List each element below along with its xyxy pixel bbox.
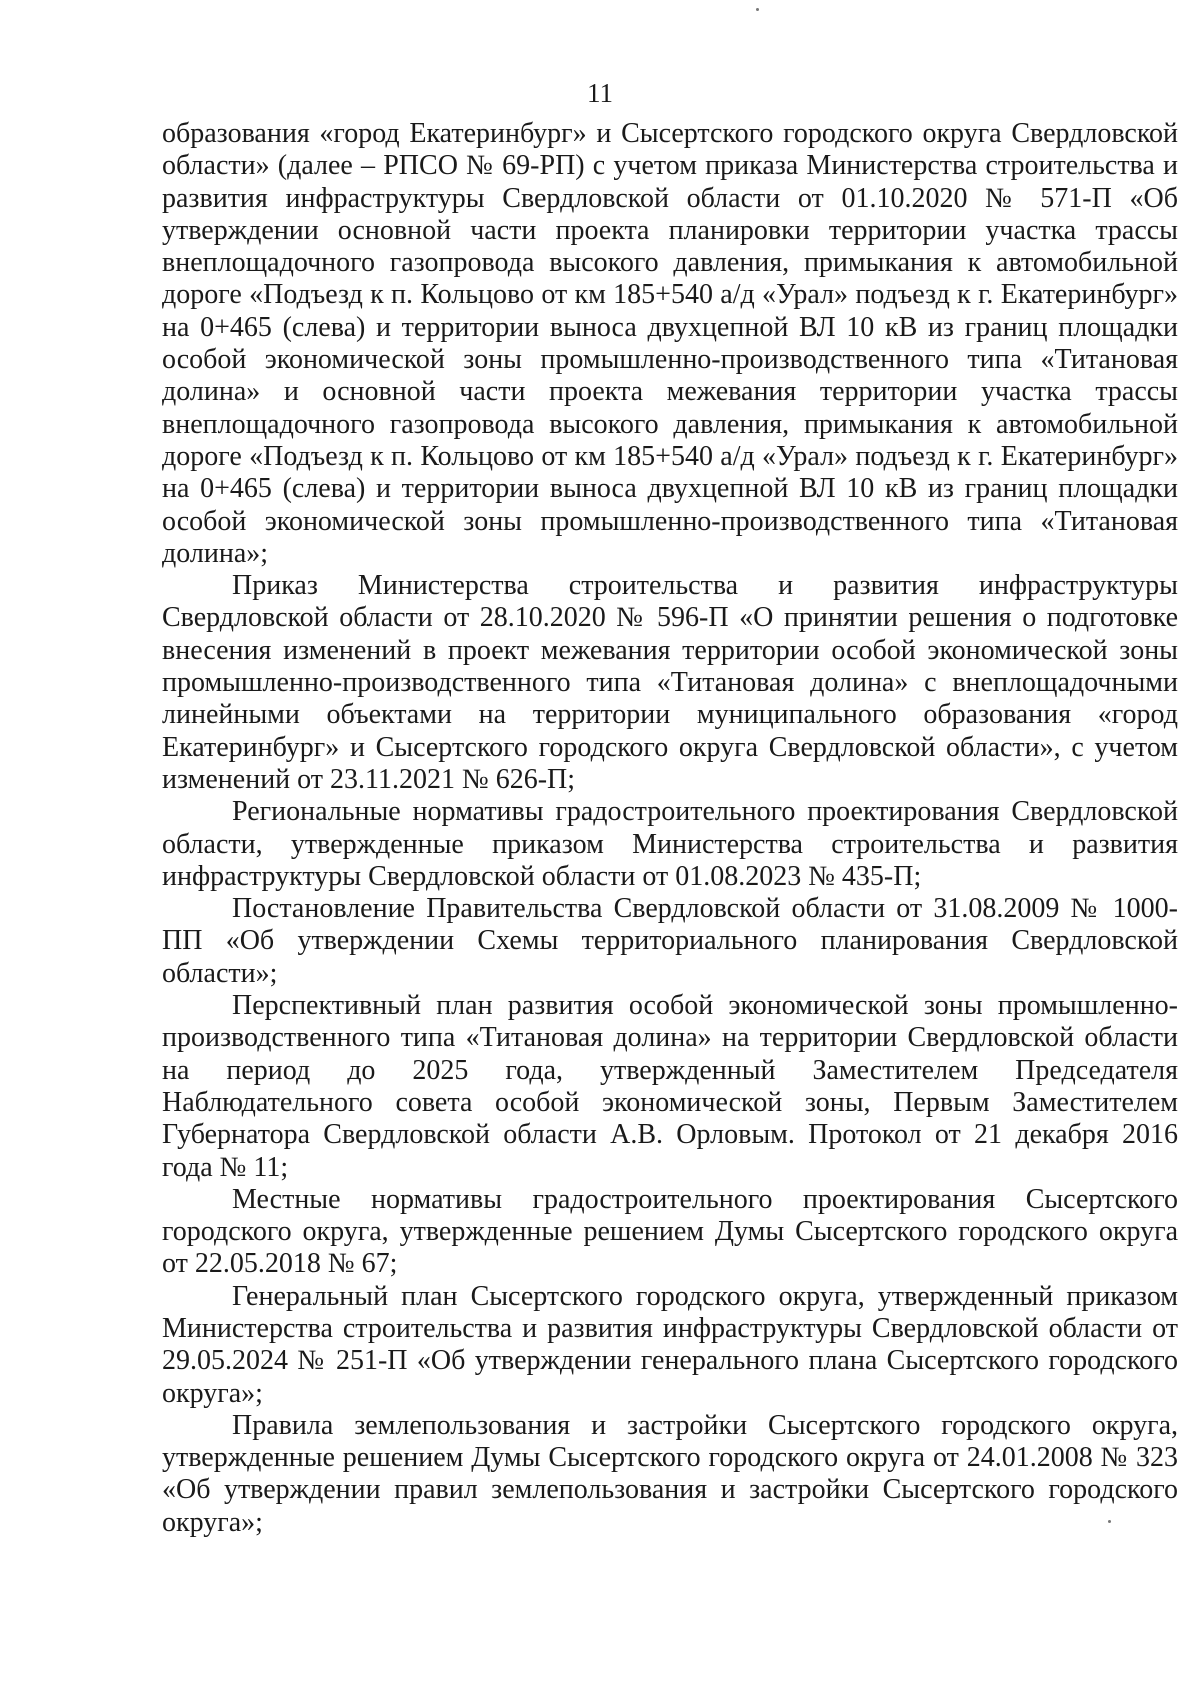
scan-speck — [756, 8, 759, 11]
paragraph-local-norms: Местные нормативы градостроительного проектирования Сысертского городского округа, утвержденные решением Думы Сысертского городского округа от 22.05.2018 № 67; — [162, 1183, 1178, 1280]
paragraph-general-plan: Генеральный план Сысертского городского округа, утвержденный приказом Министерства строительства и развития инфраструктуры Свердловской области от 29.05.2024 № 251-П «Об утверждении генерального плана Сысертского городского округа»; — [162, 1280, 1178, 1409]
paragraph-continuation: образования «город Екатеринбург» и Сысертского городского округа Свердловской области» (далее – РПСО № 69-РП) с учетом приказа Министерства строительства и развития инфраструктуры Свердловской области от 01.10.2020 № 571-П «Об утверждении основной части проекта планировки территории участка трассы внеплощадочного газопровода высокого давления, примыкания к автомобильной дороге «Подъезд к п. Кольцово от км 185+540 а/д «Урал» подъезд к г. Екатеринбург» на 0+465 (слева) и территории выноса двухцепной ВЛ 10 кВ из границ площадки особой экономической зоны промышленно-производственного типа «Титановая долина» и основной части проекта межевания территории участка трассы внеплощадочного газопровода высокого давления, примыкания к автомобильной дороге «Подъезд к п. Кольцово от км 185+540 а/д «Урал» подъезд к г. Екатеринбург» на 0+465 (слева) и территории выноса двухцепной ВЛ 10 кВ из границ площадки особой экономической зоны промышленно-производственного типа «Титановая долина»; — [162, 118, 1178, 569]
page-number: 11 — [587, 78, 613, 108]
paragraph-order-596-p: Приказ Министерства строительства и развития инфраструктуры Свердловской области от 28.10.2020 № 596-П «О принятии решения о подготовке внесения изменений в проект межевания территории особой экономической зоны промышленно-производственного типа «Титановая долина» с внеплощадочными линейными объектами на территории муниципального образования «город Екатеринбург» и Сысертского городского округа Свердловской области», с учетом изменений от 23.11.2021 № 626-П; — [162, 570, 1178, 795]
scan-speck — [1108, 1520, 1111, 1523]
paragraph-regional-norms: Региональные нормативы градостроительного проектирования Свердловской области, утвержденные приказом Министерства строительства и развития инфраструктуры Свердловской области от 01.08.2023 № 435-П; — [162, 796, 1178, 892]
paragraph-resolution-1000-pp: Постановление Правительства Свердловской области от 31.08.2009 № 1000-ПП «Об утверждении Схемы территориального планирования Свердловской области»; — [162, 893, 1178, 989]
paragraph-development-plan: Перспективный план развития особой экономической зоны промышленно-производственного типа «Титановая долина» на территории Свердловской области на период до 2025 года, утвержденный Заместителем Председателя Наблюдательного совета особой экономической зоны, Первым Заместителем Губернатора Свердловской области А.В. Орловым. Протокол от 21 декабря 2016 года № 11; — [162, 990, 1178, 1183]
document-body — [162, 118, 1178, 1539]
paragraph-land-use-rules: Правила землепользования и застройки Сысертского городского округа, утвержденные решением Думы Сысертского городского округа от 24.01.2008 № 323 «Об утверждении правил землепользования и застройки Сысертского городского округа»; — [162, 1409, 1178, 1538]
